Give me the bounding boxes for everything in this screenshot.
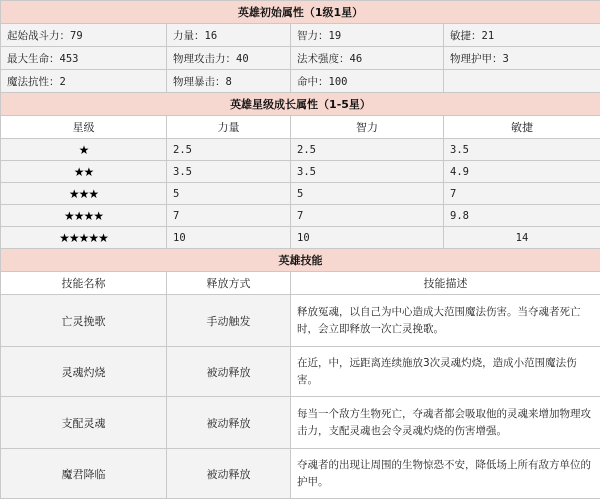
- growth-row: [1, 139, 600, 161]
- base-attrs-row: [1, 24, 600, 47]
- star-level: ★★★: [1, 183, 167, 205]
- growth-title: 英雄星级成长属性（1-5星）: [1, 93, 600, 116]
- skill-row: [1, 295, 600, 347]
- attr-cell: 敏捷：21: [444, 24, 600, 47]
- intelligence-value: 2.5: [291, 139, 444, 161]
- attr-cell: 命中：100: [291, 70, 444, 93]
- attr-cell: 法术强度：46: [291, 47, 444, 70]
- skill-name: 亡灵挽歌: [1, 295, 167, 347]
- skill-row: [1, 347, 600, 397]
- attr-cell: 物理攻击力：40: [167, 47, 291, 70]
- strength-value: 10: [167, 227, 291, 249]
- intelligence-value: 3.5: [291, 161, 444, 183]
- col-header-strength: 力量: [167, 116, 291, 139]
- col-header-cast-mode: 释放方式: [167, 272, 291, 295]
- strength-value: 7: [167, 205, 291, 227]
- agility-value: 3.5: [444, 139, 600, 161]
- col-header-intelligence: 智力: [291, 116, 444, 139]
- star-level: ★★: [1, 161, 167, 183]
- skill-row: [1, 397, 600, 449]
- attr-cell: 物理护甲：3: [444, 47, 600, 70]
- skill-description: 夺魂者的出现让周围的生物惊恐不安，降低场上所有敌方单位的护甲。: [291, 449, 600, 499]
- col-header-agility: 敏捷: [444, 116, 600, 139]
- strength-value: 2.5: [167, 139, 291, 161]
- attr-cell: 物理暴击：8: [167, 70, 291, 93]
- intelligence-value: 10: [291, 227, 444, 249]
- base-attrs-header: [1, 1, 600, 24]
- col-header-skill-desc: 技能描述: [291, 272, 600, 295]
- star-level: ★: [1, 139, 167, 161]
- skill-cast-mode: 手动触发: [167, 295, 291, 347]
- skill-name: 魔君降临: [1, 449, 167, 499]
- intelligence-value: 7: [291, 205, 444, 227]
- skill-cast-mode: 被动释放: [167, 397, 291, 449]
- skill-description: 在近，中，远距离连续施放3次灵魂灼烧，造成小范围魔法伤害。: [291, 347, 600, 397]
- strength-value: 5: [167, 183, 291, 205]
- strength-value: 3.5: [167, 161, 291, 183]
- skill-name: 支配灵魂: [1, 397, 167, 449]
- col-header-stars: 星级: [1, 116, 167, 139]
- agility-value: 7: [444, 183, 600, 205]
- star-level: ★★★★★: [1, 227, 167, 249]
- attr-cell: 力量：16: [167, 24, 291, 47]
- base-attrs-row: [1, 47, 600, 70]
- attr-cell: 魔法抗性：2: [1, 70, 167, 93]
- skill-description: 释放冤魂，以自己为中心造成大范围魔法伤害。当夺魂者死亡时，会立即释放一次亡灵挽歌。: [291, 295, 600, 347]
- skills-header: [1, 249, 600, 272]
- skill-cast-mode: 被动释放: [167, 347, 291, 397]
- attr-cell: 起始战斗力：79: [1, 24, 167, 47]
- agility-value: 4.9: [444, 161, 600, 183]
- skills-column-headers: [1, 272, 600, 295]
- star-level: ★★★★: [1, 205, 167, 227]
- growth-header: [1, 93, 600, 116]
- skill-description: 每当一个敌方生物死亡，夺魂者都会吸取他的灵魂来增加物理攻击力，支配灵魂也会令灵魂灼烧的伤害增强。: [291, 397, 600, 449]
- agility-value: 9.8: [444, 205, 600, 227]
- growth-row: [1, 161, 600, 183]
- skill-row: [1, 449, 600, 499]
- skill-cast-mode: 被动释放: [167, 449, 291, 499]
- attr-cell: 智力：19: [291, 24, 444, 47]
- col-header-skill-name: 技能名称: [1, 272, 167, 295]
- agility-value: 14: [444, 227, 600, 249]
- attr-cell: 最大生命：453: [1, 47, 167, 70]
- intelligence-value: 5: [291, 183, 444, 205]
- growth-row: [1, 205, 600, 227]
- skill-name: 灵魂灼烧: [1, 347, 167, 397]
- growth-column-headers: [1, 116, 600, 139]
- base-attrs-row: [1, 70, 600, 93]
- growth-row: [1, 183, 600, 205]
- base-attrs-title: 英雄初始属性（1级1星）: [1, 1, 600, 24]
- skills-title: 英雄技能: [1, 249, 600, 272]
- attr-cell-empty: [444, 70, 600, 93]
- growth-row: [1, 227, 600, 249]
